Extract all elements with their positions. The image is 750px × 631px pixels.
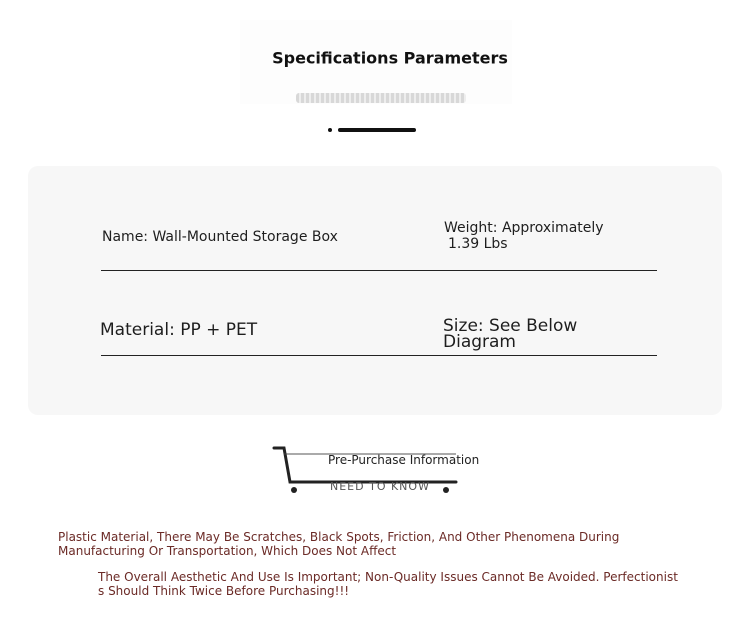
divider-dot — [328, 128, 332, 132]
page-title: Specifications Parameters — [272, 48, 508, 68]
spec-weight — [444, 220, 624, 252]
subtitle-decoration — [296, 93, 466, 103]
pre-purchase-subtext: NEED TO KNOW — [330, 480, 430, 493]
notice-line-1: Plastic Material, There May Be Scratches, Black Spots, Friction, And Other Phenomena During Manufacturing Or Transportation, Which Does Not Affect — [58, 530, 620, 558]
spec-divider-1 — [101, 270, 657, 271]
spec-size-line2: Diagram — [443, 332, 516, 352]
spec-size — [443, 318, 603, 350]
spec-card — [28, 166, 722, 415]
spec-weight-line1: Weight: Approximately — [444, 220, 604, 236]
header-block — [240, 20, 512, 104]
spec-name: Name: Wall-Mounted Storage Box — [102, 229, 338, 245]
spec-weight-line2: 1.39 Lbs — [448, 236, 508, 252]
notice-line-2: The Overall Aesthetic And Use Is Important; Non-Quality Issues Cannot Be Avoided. Perfectionists Should Think Twice Before Purchasing!!! — [98, 570, 678, 598]
spec-material: Material: PP + PET — [100, 320, 258, 340]
divider-bar — [338, 128, 416, 132]
spec-size-line1: Size: See Below — [443, 316, 578, 336]
pre-purchase-label: Pre-Purchase Information — [328, 453, 480, 467]
pre-purchase-banner — [270, 440, 480, 498]
spec-divider-2 — [101, 355, 657, 356]
